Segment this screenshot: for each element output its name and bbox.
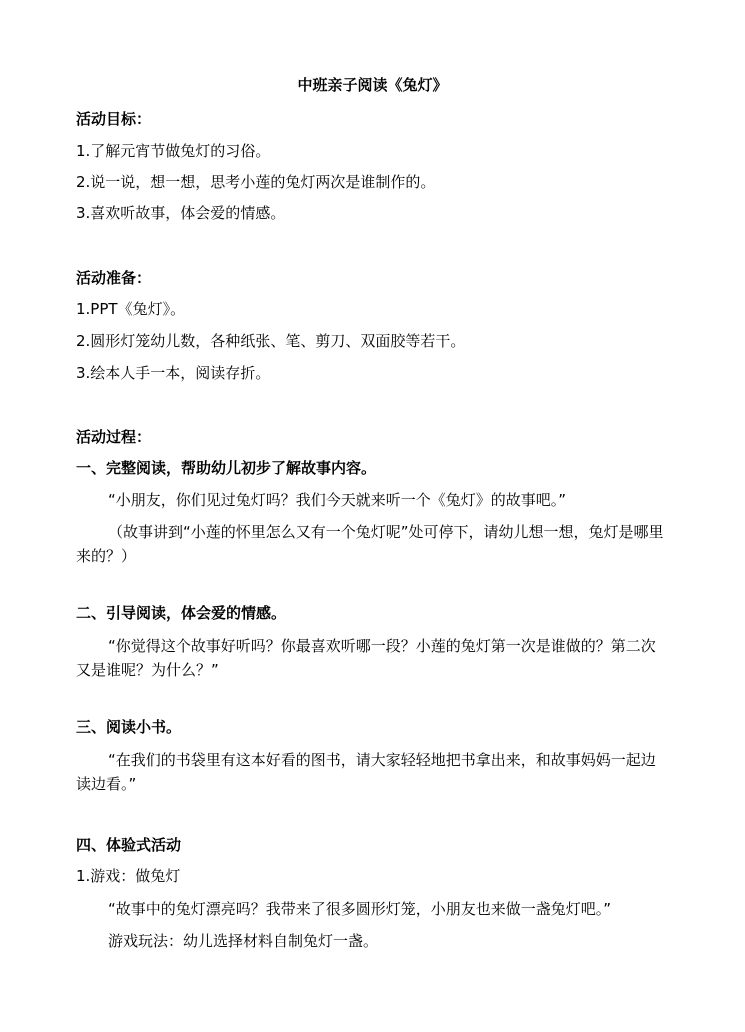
section-4-title: 四、体验式活动 <box>76 836 182 854</box>
section-1-title: 一、完整阅读，帮助幼儿初步了解故事内容。 <box>76 459 377 477</box>
goal-item-3: 3.喜欢听故事，体会爱的情感。 <box>76 204 286 222</box>
section-2-title: 二、引导阅读，体会爱的情感。 <box>76 604 287 622</box>
goal-item-1: 1.了解元宵节做兔灯的习俗。 <box>76 142 271 160</box>
goals-heading: 活动目标： <box>76 110 152 128</box>
section-4-paragraph-2: 游戏玩法：幼儿选择材料自制兔灯一盏。 <box>108 932 379 950</box>
section-3-title: 三、阅读小书。 <box>76 718 182 736</box>
prep-item-1: 1.PPT《兔灯》。 <box>76 300 186 318</box>
document-title: 中班亲子阅读《兔灯》 <box>297 76 448 94</box>
prep-item-2: 2.圆形灯笼幼儿数，各种纸张、笔、剪刀、双面胶等若干。 <box>76 332 466 350</box>
process-heading: 活动过程： <box>76 428 152 446</box>
goal-item-2: 2.说一说，想一想，思考小莲的兔灯两次是谁制作的。 <box>76 173 436 191</box>
prep-item-3: 3.绘本人手一本，阅读存折。 <box>76 364 271 382</box>
section-1-paragraph-2: （故事讲到“小莲的怀里怎么又有一个兔灯呢”处可停下，请幼儿想一想，兔灯是哪里来的？） <box>76 523 664 565</box>
section-4-paragraph-1: “故事中的兔灯漂亮吗？我带来了很多圆形灯笼，小朋友也来做一盏兔灯吧。” <box>108 900 612 918</box>
section-4-subtitle: 1.游戏：做兔灯 <box>76 867 181 885</box>
section-3-paragraph-1: “在我们的书袋里有这本好看的图书，请大家轻轻地把书拿出来，和故事妈妈一起边读边看。” <box>76 751 656 793</box>
section-1-paragraph-1: “小朋友，你们见过兔灯吗？我们今天就来听一个《兔灯》的故事吧。” <box>108 491 567 509</box>
section-2-paragraph-1: “你觉得这个故事好听吗？你最喜欢听哪一段？小莲的兔灯第一次是谁做的？第二次又是谁呢？为什么？” <box>76 637 656 679</box>
prep-heading: 活动准备： <box>76 269 152 287</box>
